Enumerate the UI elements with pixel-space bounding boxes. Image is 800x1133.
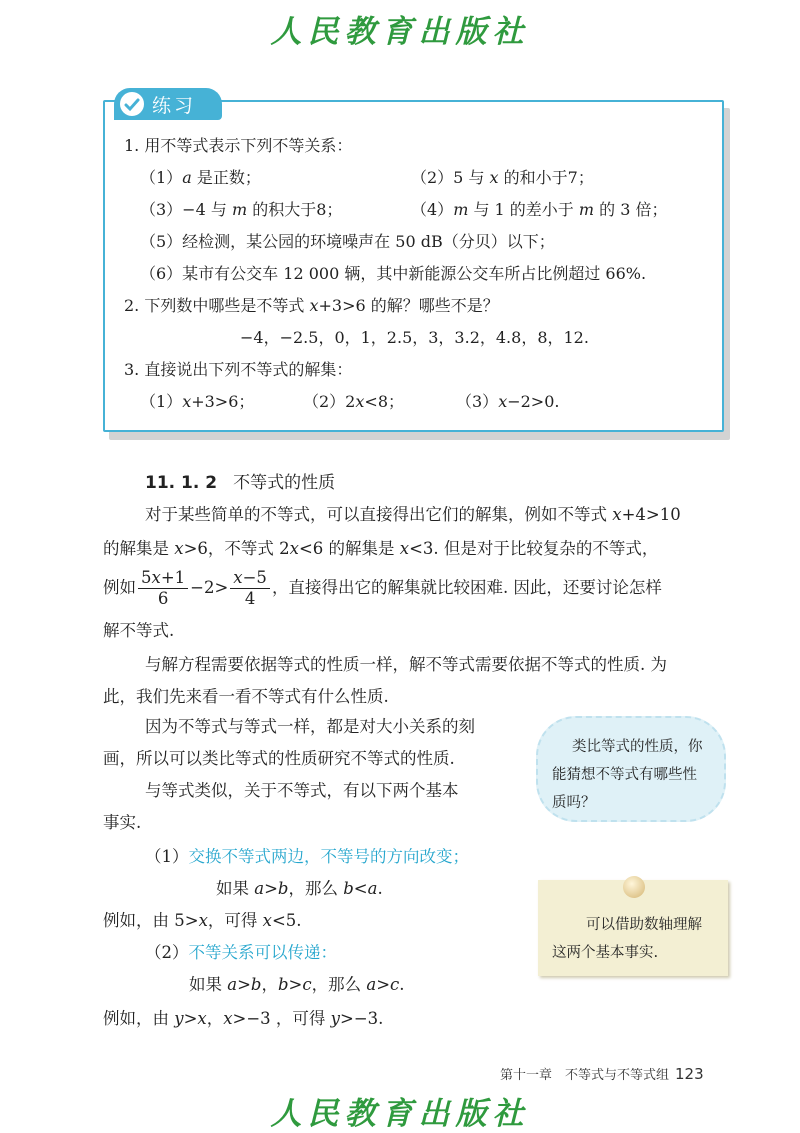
exercise-q1-title: 1. 用不等式表示下列不等关系： bbox=[124, 136, 353, 155]
cloud-line-2: 能猜想不等式有哪些性 bbox=[552, 767, 697, 783]
pushpin-icon bbox=[623, 876, 645, 898]
page-number: 123 bbox=[675, 1065, 704, 1083]
paragraph-1-line-4: 解不等式. bbox=[103, 621, 175, 640]
exercise-q3-part-1: （1）x+3>6； bbox=[140, 392, 255, 411]
exercise-q1-item-2: （2）5 与 x 的和小于7； bbox=[411, 168, 594, 187]
exercise-q3-part-2: （2）2x<8； bbox=[303, 392, 404, 411]
paragraph-1-line-2: 的解集是 x>6，不等式 2x<6 的解集是 x<3. 但是对于比较复杂的不等式， bbox=[103, 539, 659, 558]
paragraph-1-line-3: 例如 $\frac{5x+1}{6}$ −2> $\frac{x-5}{4}$ ，直接得出它的解集就比较困难. 因此，还要讨论怎样 bbox=[103, 568, 662, 608]
note-line-1: 可以借助数轴理解 bbox=[586, 917, 702, 933]
publisher-watermark-top: 人民教育出版社 bbox=[270, 14, 530, 50]
basic-fact-1: （1）交换不等式两边，不等号的方向改变； bbox=[145, 847, 469, 866]
paragraph-3-line-2: 画，所以可以类比等式的性质研究不等式的性质. bbox=[103, 749, 455, 768]
basic-fact-2: （2）不等关系可以传递： bbox=[145, 943, 337, 962]
exercise-q1-item-1: （1）a 是正数； bbox=[140, 168, 261, 187]
note-line-2: 这两个基本事实. bbox=[552, 945, 659, 961]
publisher-watermark-bottom: 人民教育出版社 bbox=[270, 1096, 530, 1132]
fraction-1: $\frac{5x+1}{6}$ bbox=[138, 568, 188, 609]
exercise-q3-part-3: （3）x−2>0. bbox=[456, 392, 560, 411]
section-number: 11. 1. 2 bbox=[145, 473, 218, 493]
example-2: 例如，由 y>x，x>−3 ，可得 y>−3. bbox=[103, 1009, 384, 1028]
section-title: 不等式的性质 bbox=[233, 473, 336, 493]
exercise-tab-icon bbox=[118, 90, 146, 118]
exercise-q3-title: 3. 直接说出下列不等式的解集： bbox=[124, 360, 353, 379]
paragraph-4-line-2: 事实. bbox=[103, 813, 142, 832]
paragraph-2-line-2: 此，我们先来看一看不等式有什么性质. bbox=[103, 687, 389, 706]
exercise-title: 练习 bbox=[152, 95, 197, 117]
fraction-2: $\frac{x-5}{4}$ bbox=[230, 568, 270, 609]
page-footer bbox=[500, 1064, 704, 1083]
basic-fact-2-formula: 如果 a>b，b>c，那么 a>c. bbox=[189, 975, 405, 994]
example-1: 例如，由 5>x，可得 x<5. bbox=[103, 911, 302, 930]
chapter-title: 第十一章 不等式与不等式组 bbox=[500, 1068, 670, 1083]
exercise-q2-numbers: −4，−2.5，0，1，2.5，3，3.2，4.8，8，12. bbox=[240, 328, 589, 347]
exercise-q1-item-6: （6）某市有公交车 12 000 辆，其中新能源公交车所占比例超过 66%. bbox=[140, 264, 647, 283]
exercise-q1-item-5: （5）经检测，某公园的环境噪声在 50 dB（分贝）以下； bbox=[140, 232, 555, 251]
paragraph-3-line-1: 因为不等式与等式一样，都是对大小关系的刻 bbox=[145, 717, 475, 736]
exercise-q1-item-3: （3）−4 与 m 的积大于8； bbox=[140, 200, 343, 219]
cloud-line-1: 类比等式的性质，你 bbox=[572, 739, 703, 755]
paragraph-1-line-1: 对于某些简单的不等式，可以直接得出它们的解集，例如不等式 x+4>10 bbox=[145, 505, 681, 524]
exercise-q2-title: 2. 下列数中哪些是不等式 x+3>6 的解？哪些不是？ bbox=[124, 296, 499, 315]
section-heading bbox=[145, 468, 335, 493]
exercise-q1-item-4: （4）m 与 1 的差小于 m 的 3 倍； bbox=[411, 200, 668, 219]
paragraph-4-line-1: 与等式类似，关于不等式，有以下两个基本 bbox=[145, 781, 459, 800]
paragraph-2-line-1: 与解方程需要依据等式的性质一样，解不等式需要依据不等式的性质. 为 bbox=[145, 655, 667, 674]
cloud-line-3: 质吗？ bbox=[552, 795, 596, 811]
basic-fact-1-formula: 如果 a>b，那么 b<a. bbox=[216, 879, 383, 898]
